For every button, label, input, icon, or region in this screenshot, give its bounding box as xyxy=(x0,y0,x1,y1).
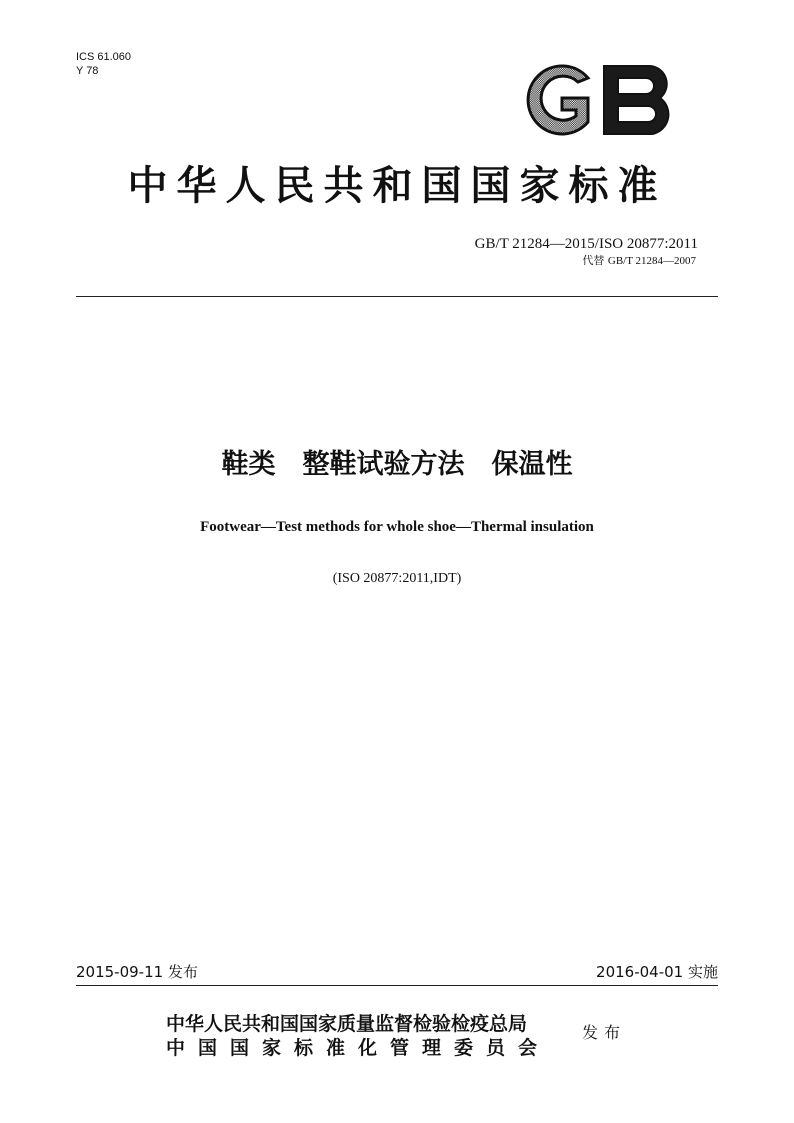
gb-logo-icon xyxy=(518,58,676,142)
replaces-number: GB/T 21284—2007 xyxy=(607,255,696,267)
standard-number: GB/T 21284—2015/ISO 20877:2011 xyxy=(474,236,698,252)
title-english: Footwear—Test methods for whole shoe—Thermal insulation xyxy=(200,519,594,535)
iso-equivalence: (ISO 20877:2011,IDT) xyxy=(332,571,462,586)
issue-date: 2015-09-11 发布 xyxy=(76,963,198,981)
footer-divider xyxy=(76,985,718,986)
standard-masthead: 中华人民共和国国家标准 xyxy=(127,163,667,209)
gb-logo-g-shape xyxy=(528,66,588,134)
replaces-prefix: 代替 xyxy=(582,254,608,267)
gb-logo-b-shape xyxy=(604,66,668,134)
header-divider xyxy=(76,296,718,297)
issuer-aqsiq: 中华人民共和国国家质量监督检验检疫总局 xyxy=(166,1013,528,1035)
replaces-standard xyxy=(582,254,696,268)
issuer-sac: 中国国家标准化管理委员会 xyxy=(166,1037,551,1059)
ccs-code: Y 78 xyxy=(76,65,99,77)
title-chinese: 鞋类 整鞋试验方法 保温性 xyxy=(221,449,573,480)
ics-code: ICS 61.060 xyxy=(76,51,132,63)
implementation-date: 2016-04-01 实施 xyxy=(596,963,718,981)
publish-label: 发布 xyxy=(582,1023,627,1042)
